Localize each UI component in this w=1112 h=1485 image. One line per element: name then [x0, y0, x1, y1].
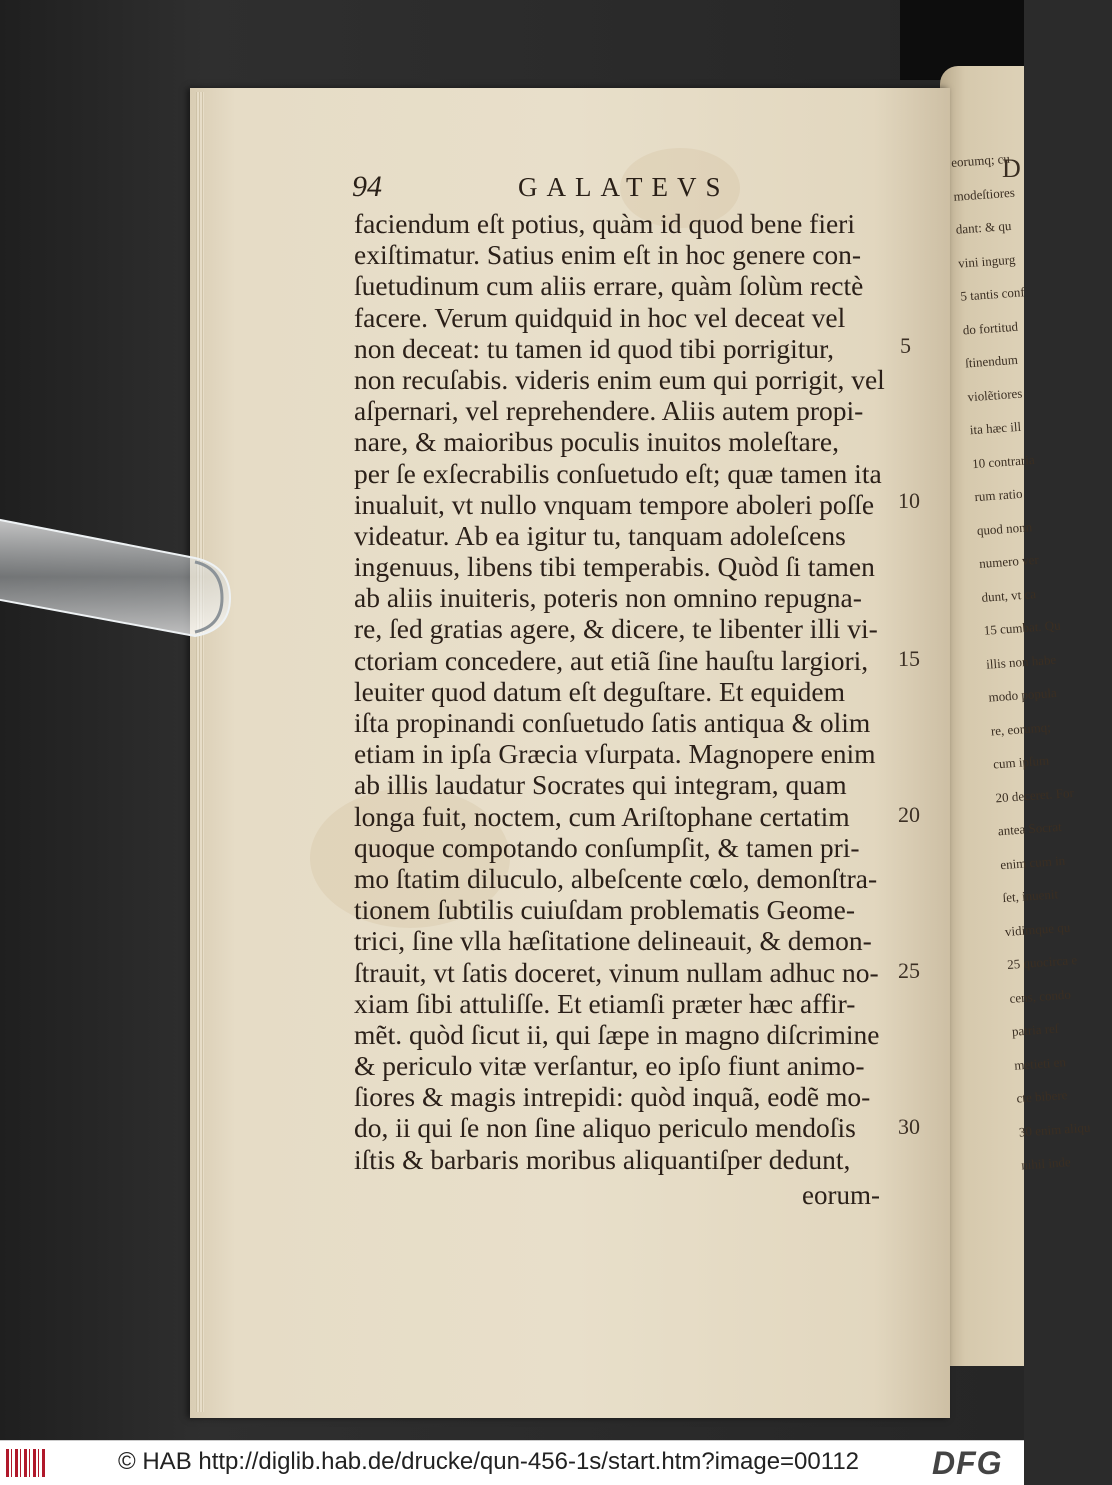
- footer-copyright-link[interactable]: © HAB http://diglib.hab.de/drucke/qun-456-1s/start.htm?image=00112: [118, 1448, 860, 1475]
- facing-text-line: 5 tantis conf: [959, 284, 1026, 304]
- text-line: tionem ſubtilis cuiuſdam problematis Geome-: [354, 894, 856, 926]
- facing-text-line: illis non habe: [985, 651, 1057, 672]
- page-clip-holder: [0, 498, 240, 648]
- facing-text-line: eorumq; cu: [950, 150, 1011, 170]
- running-title: GALATEVS: [518, 172, 730, 202]
- hab-logo-icon: [6, 1449, 46, 1477]
- text-line: do, ii qui ſe non ſine aliquo periculo mendoſis: [354, 1112, 856, 1144]
- catchword: eorum-: [802, 1180, 880, 1210]
- text-line: exiſtimatur. Satius enim eſt in hoc genere con-: [354, 239, 862, 271]
- text-line: etiam in ipſa Græcia vſurpata. Magnopere enim: [354, 738, 876, 770]
- text-line: videatur. Ab ea igitur tu, tanquam adoleſcens: [354, 519, 846, 551]
- facing-text-line: 30 enim aliqu: [1018, 1119, 1091, 1140]
- text-line: trici, ſine vlla hæſitatione delineauit, & demon-: [354, 925, 872, 957]
- facing-text-line: cum ipſum: [992, 752, 1050, 772]
- text-line: per ſe exſecrabilis conſuetudo eſt; quæ tamen ita: [354, 457, 882, 489]
- text-line: xiam ſibi attuliſſe. Et etiamſi præter hæc affir-: [354, 987, 856, 1019]
- text-line: non recuſabis. videris enim eum qui porrigit, vel: [354, 363, 885, 395]
- facing-text-line: vidimque qu: [1004, 919, 1071, 939]
- facing-text-line: dunt, vt ca: [981, 585, 1037, 605]
- facing-text-line: modo popula: [988, 684, 1058, 705]
- page-header: [352, 170, 892, 210]
- text-line: leuiter quod datum eſt deguſtare. Et equidem: [354, 675, 846, 707]
- text-line: iſta propinandi conſuetudo ſatis antiqua & olim: [354, 707, 871, 738]
- margin-line-number: 20: [898, 802, 920, 827]
- facing-text-line: vini ingurg: [957, 251, 1016, 271]
- facing-text-line: numero ver: [978, 551, 1040, 571]
- text-line: ſtrauit, vt ſatis doceret, vinum nullam adhuc no-: [354, 956, 879, 988]
- facing-page: [940, 66, 1091, 1366]
- facing-text-line: modeſtiores: [952, 184, 1016, 204]
- facing-text-line: do fortitud: [962, 318, 1019, 338]
- text-line: ctoriam concedere, aut etiã ſine hauſtu largiori,: [354, 644, 869, 676]
- facing-text-line: cens, condo: [1009, 986, 1072, 1006]
- dfg-logo: DFG: [932, 1445, 1003, 1481]
- facing-page-initial: D: [1002, 154, 1021, 183]
- facing-text-line: patria reſ: [1011, 1020, 1059, 1039]
- facing-text-line: re, eorumq;: [990, 718, 1052, 739]
- text-line: inualuit, vt nullo vnquam tempore aboleri poſſe: [354, 488, 875, 520]
- page-edge: [196, 92, 204, 1412]
- text-line: iſtis & barbaris moribus aliquantiſper dedunt,: [354, 1143, 851, 1175]
- text-line: mo ſtatim diluculo, albeſcente cœlo, demonſtra-: [354, 862, 878, 894]
- text-line: ſiores & magis intrepidi: quòd inquã, eodẽ mo-: [354, 1081, 871, 1113]
- facing-text-line: 20 deceret. For: [995, 784, 1075, 805]
- facing-text-line: cte bibere: [1016, 1087, 1068, 1106]
- facing-text-line: ita hæc ill: [969, 418, 1022, 438]
- facing-text-line: quod nonn: [976, 518, 1033, 538]
- text-line: ab aliis inuiteris, poteris non omnino repugna-: [354, 582, 862, 614]
- footer-bar: [0, 1440, 1024, 1485]
- margin-line-number: 5: [900, 333, 911, 358]
- text-line: facere. Verum quidquid in hoc vel deceat vel: [354, 301, 846, 333]
- text-line: longa fuit, noctem, cum Ariſtophane certatim: [354, 800, 850, 832]
- facing-text-line: 25 quocirca e: [1006, 952, 1078, 972]
- facing-text-line: 10 contraria: [971, 451, 1036, 471]
- text-line: ſuetudinum cum aliis errare, quàm ſolùm rectè: [354, 270, 864, 302]
- text-line: nare, & maioribus poculis inuitos moleſtare,: [354, 426, 839, 458]
- body-text: [354, 208, 894, 1175]
- margin-line-number: 10: [898, 488, 920, 513]
- facing-text-line: metieti en: [1013, 1053, 1067, 1073]
- facing-text-line: rum ratio: [973, 485, 1023, 505]
- facing-text-line: dant: & qu: [955, 217, 1012, 237]
- text-line: non deceat: tu tamen id quod tibi porrigitur,: [354, 332, 835, 364]
- page-number: 94: [352, 170, 382, 203]
- facing-text-line: enim cum in: [999, 852, 1066, 872]
- margin-line-number: 15: [898, 646, 920, 671]
- margin-line-number: 30: [898, 1114, 920, 1139]
- facing-text-line: ſet, inuenit: [1002, 886, 1059, 906]
- facing-text-line: nihil inde: [1020, 1154, 1072, 1173]
- text-line: faciendum eſt potius, quàm id quod bene fieri: [354, 208, 855, 239]
- text-line: quoque compotando conſumpſit, & tamen pri-: [354, 831, 860, 863]
- facing-text-line: antea Socrat: [997, 818, 1063, 839]
- facing-text-line: ſtinendum: [964, 351, 1019, 371]
- facing-text-line: violẽtiores: [966, 385, 1023, 404]
- text-line: & periculo vitæ verſantur, eo ipſo fiunt animo-: [354, 1050, 865, 1082]
- margin-line-number: 25: [898, 958, 920, 983]
- facing-text-line: 15 cumbat. Qu: [983, 617, 1062, 638]
- text-line: aſpernari, vel reprehendere. Aliis autem propi-: [354, 395, 864, 427]
- text-line: ab illis laudatur Socrates qui integram, quam: [354, 769, 847, 801]
- text-line: re, ſed gratias agere, & dicere, te libenter illi vi-: [354, 613, 878, 645]
- text-line: mẽt. quòd ſicut ii, qui ſæpe in magno diſcrimine: [354, 1018, 880, 1050]
- facing-page-text: [950, 140, 1112, 1182]
- text-line: ingenuus, libens tibi temperabis. Quòd ſi tamen: [354, 551, 875, 583]
